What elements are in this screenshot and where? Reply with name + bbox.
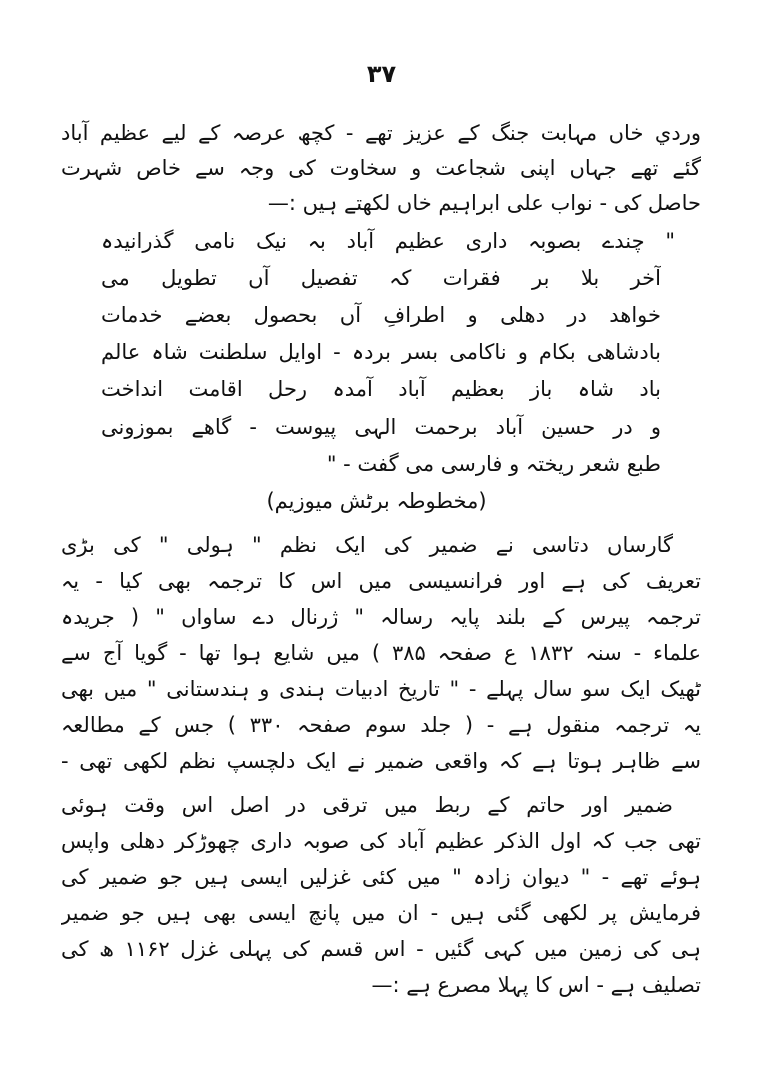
text-line: ترجمہ پیرس کے بلند پایہ رسالہ " ژرنال دے ساواں " ( جریدہ — [61, 605, 701, 629]
quote-line: آخر بلا بر فقرات کہ تفصیل آں تطویل می — [101, 266, 661, 290]
quote-line: بادشاهی بکام و ناکامی بسر بردہ - اوایل سلطنت شاہ عالم — [101, 340, 661, 364]
text-line: گارساں دتاسی نے ضمیر کی ایک نظم " ہولی " کی بڑی — [61, 533, 673, 557]
text-line: ضمیر اور حاتم کے ربط میں ترقی در اصل اس وقت ہوئی — [61, 793, 673, 817]
text-line: علماء - سنہ ۱۸۳۲ ع صفحہ ۳۸۵ ) میں شایع ہوا تھا - گویا آج سے — [61, 641, 701, 665]
text-line: ہی کی زمین میں کہی گئیں - اس قسم کی پہلی غزل ۱۱۶۲ ھ کی — [61, 937, 701, 961]
text-line: گئے تھے جہاں اپنی شجاعت و سخاوت کی وجہ سے خاص شہرت — [61, 156, 701, 180]
quote-line: باد شاہ باز بعظیم آباد آمدہ رحل اقامت انداخت — [101, 377, 661, 401]
quote-source: (مخطوطہ برٹش میوزیم) — [266, 489, 487, 513]
page-number: ٣٧ — [366, 60, 397, 88]
text-line: تھی جب کہ اول الذکر عظیم آباد کی صوبہ داری چھوڑکر دھلی واپس — [61, 829, 701, 853]
text-line: ٹھیک ایک سو سال پہلے - " تاریخ ادبیات ہندی و ہندستانی " میں بھی — [61, 677, 701, 701]
text-line: وردي خاں مہابت جنگ کے عزیز تھے - کچھ عرصہ کے لیے عظیم آباد — [61, 121, 701, 145]
quote-line: طبع شعر ریختہ و فارسی می گفت - " — [326, 452, 661, 476]
text-line: تصلیف ہے - اس کا پہلا مصرع ہے :— — [371, 973, 701, 997]
quote-line: و در حسین آباد برحمت الہی پیوست - گاهے بموزونی — [101, 415, 661, 439]
text-line: ہوئے تھے - " دیوان زادہ " میں کئی غزلیں ایسی ہیں جو ضمیر کی — [61, 865, 701, 889]
text-line: تعریف کی ہے اور فرانسیسی میں اس کا ترجمہ بھی کیا - یہ — [61, 569, 701, 593]
quote-line: " چندے بصوبہ داری عظیم آباد بہ نیک نامی گذرانیدہ — [101, 229, 675, 253]
quote-line: خواهد در دھلی و اطرافِ آں بحصول بعضے خدمات — [101, 303, 661, 327]
text-line: یہ ترجمہ منقول ہے - ( جلد سوم صفحہ ۳۳۰ ) جس کے مطالعہ — [61, 713, 701, 737]
text-line: فرمایش پر لکھی گئی ہیں - ان میں پانچ ایسی بھی ہیں جو ضمیر — [61, 901, 701, 925]
text-line: سے ظاہر ہوتا ہے کہ واقعی ضمیر نے ایک دلچسپ نظم لکھی تھی - — [61, 749, 701, 773]
text-line: حاصل کی - نواب علی ابراہیم خاں لکھتے ہیں :— — [267, 191, 701, 215]
